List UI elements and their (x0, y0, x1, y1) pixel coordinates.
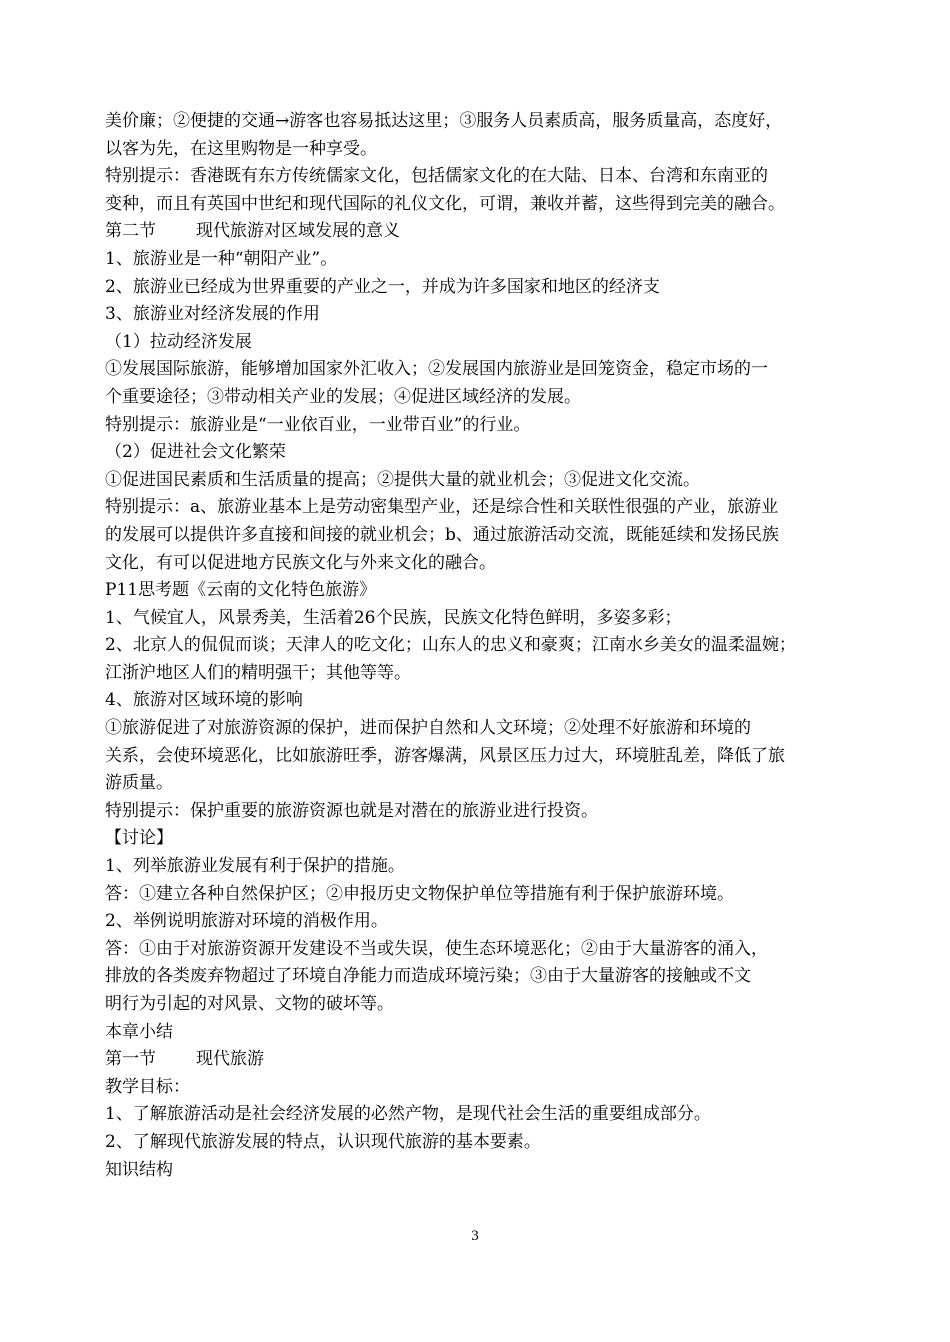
section-heading (105, 1046, 850, 1074)
text-line: 美价廉；②便捷的交通→游客也容易抵达这里；③服务人员素质高，服务质量高，态度好， (105, 111, 783, 131)
text-line: 答：①建立各种自然保护区；②申报历史文物保护单位等措施有利于保护旅游环境。 (105, 883, 734, 904)
text-line: 特别提示：香港既有东方传统儒家文化，包括儒家文化的在大陆、日本、台湾和东南亚的 (105, 166, 768, 187)
text-line: 2、北京人的侃侃而谈；天津人的吃文化；山东人的忠义和豪爽；江南水乡美女的温柔温婉； (105, 635, 796, 656)
text-line: 特别提示：a、旅游业基本上是劳动密集型产业，还是综合性和关联性很强的产业，旅游业 (105, 497, 779, 518)
text-line: 特别提示：旅游业是“一业依百业，一业带百业”的行业。 (105, 414, 531, 435)
text-line: （1）拉动经济发展 (105, 331, 252, 352)
text-line: 1、了解旅游活动是社会经济发展的必然产物，是现代社会生活的重要组成部分。 (105, 1104, 711, 1125)
text-line: 4、旅游对区域环境的影响 (105, 690, 303, 711)
text-line: 2、举例说明旅游对环境的消极作用。 (105, 911, 388, 932)
text-line: 文化，有可以促进地方民族文化与外来文化的融合。 (105, 552, 496, 573)
text-line: 的发展可以提供许多直接和间接的就业机会；b、通过旅游活动交流，既能延续和发扬民族 (105, 524, 779, 545)
section-number: 第一节 (105, 1049, 156, 1070)
section-title: 现代旅游 (196, 1049, 264, 1070)
section-title: 现代旅游对区域发展的意义 (196, 221, 400, 242)
text-line: 1、旅游业是一种“朝阳产业”。 (105, 248, 338, 269)
text-line: ①旅游促进了对旅游资源的保护，进而保护自然和人文环境；②处理不好旅游和环境的 (105, 718, 751, 739)
section-number: 第二节 (105, 221, 156, 242)
text-line: ①发展国际旅游，能够增加国家外汇收入；②发展国内旅游业是回笼资金，稳定市场的一 (105, 359, 768, 380)
page-number: 3 (471, 1228, 479, 1244)
text-line: 变种，而且有英国中世纪和现代国际的礼仪文化，可谓，兼收并蓄，这些得到完美的融合。 (105, 193, 785, 214)
text-line: P11思考题《云南的文化特色旅游》 (105, 580, 377, 601)
section-heading (105, 218, 850, 246)
text-line: 个重要途径；③带动相关产业的发展；④促进区域经济的发展。 (105, 386, 581, 407)
text-line: 游质量。 (105, 773, 173, 794)
text-line: 关系，会使环境恶化，比如旅游旺季，游客爆满，风景区压力过大，环境脏乱差，降低了旅 (105, 745, 785, 766)
text-line: 1、气候宜人，风景秀美，生活着26个民族，民族文化特色鲜明，多姿多彩； (105, 607, 682, 628)
text-line: 答：①由于对旅游资源开发建设不当或失误，使生态环境恶化；②由于大量游客的涌入， (105, 938, 768, 959)
text-line: （2）促进社会文化繁荣 (105, 442, 286, 463)
text-line: 特别提示：保护重要的旅游资源也就是对潜在的旅游业进行投资。 (105, 800, 598, 821)
text-line: 2、了解现代旅游发展的特点，认识现代旅游的基本要素。 (105, 1131, 541, 1152)
text-line: 1、列举旅游业发展有利于保护的措施。 (105, 856, 405, 877)
text-line: ①促进国民素质和生活质量的提高；②提供大量的就业机会；③促进文化交流。 (105, 469, 700, 490)
text-line: 以客为先，在这里购物是一种享受。 (105, 138, 377, 159)
text-line: 排放的各类废弃物超过了环境自净能力而造成环境污染；③由于大量游客的接触或不文 (105, 966, 751, 987)
text-line: 2、旅游业已经成为世界重要的产业之一，并成为许多国家和地区的经济支 (105, 276, 660, 297)
text-line: 知识结构 (105, 1159, 173, 1180)
text-line: 教学目标： (105, 1076, 190, 1097)
text-line: 3、旅游业对经济发展的作用 (105, 304, 320, 325)
text-line: 明行为引起的对风景、文物的破坏等。 (105, 994, 394, 1014)
text-line: 本章小结 (105, 1021, 173, 1042)
text-line: 江浙沪地区人们的精明强干；其他等等。 (105, 662, 411, 683)
text-line: 【讨论】 (105, 828, 173, 849)
document-body (105, 108, 850, 1184)
